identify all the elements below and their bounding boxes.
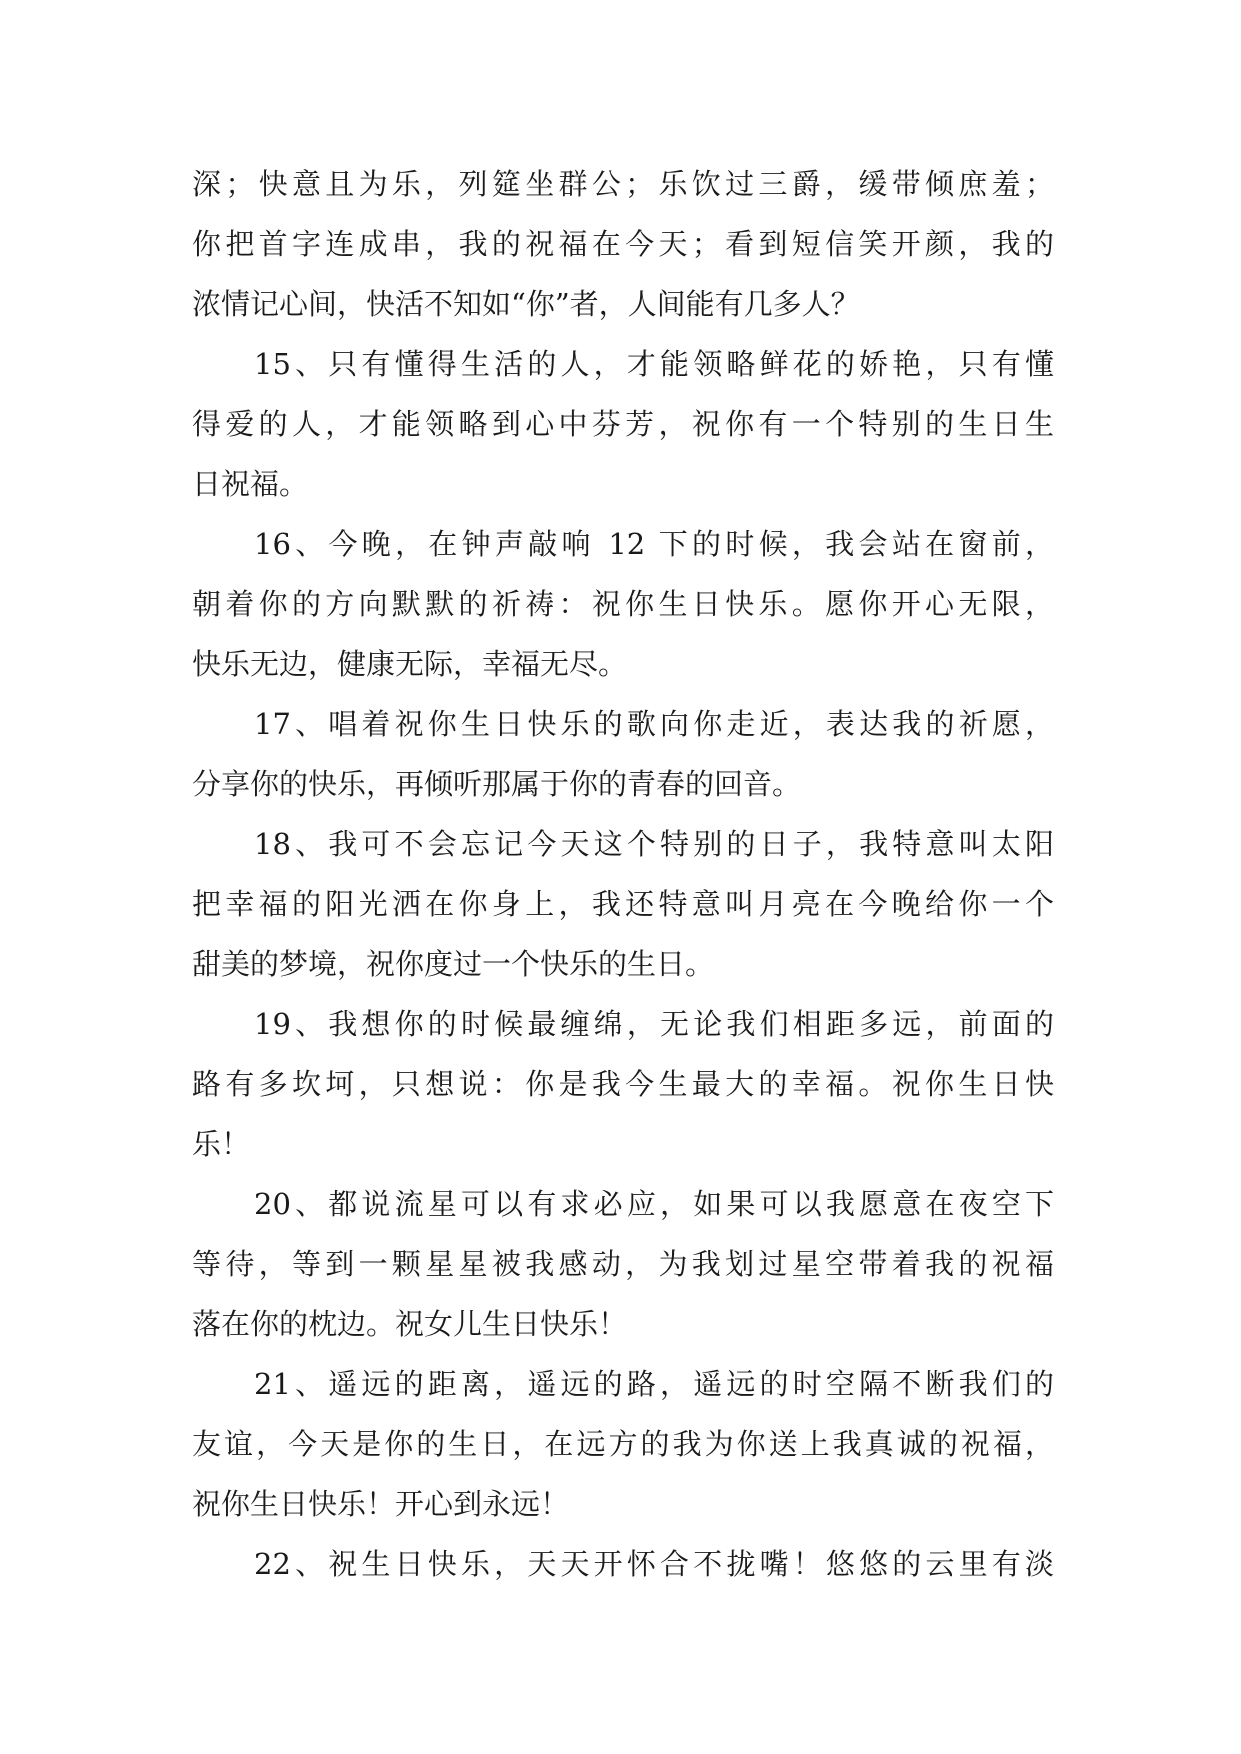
paragraph-22-line: 22、祝生日快乐，天天开怀合不拢嘴！悠悠的云里有淡 (254, 1547, 1054, 1581)
paragraph-17-line: 17、唱着祝你生日快乐的歌向你走近，表达我的祈愿， (254, 707, 1054, 741)
text-line: 路有多坎坷，只想说：你是我今生最大的幸福。祝你生日快 (192, 1067, 1054, 1101)
text-line: 甜美的梦境，祝你度过一个快乐的生日。 (192, 947, 715, 981)
text-line: 等待，等到一颗星星被我感动，为我划过星空带着我的祝福 (192, 1247, 1054, 1281)
paragraph-15-line: 15、只有懂得生活的人，才能领略鲜花的娇艳，只有懂 (254, 347, 1054, 381)
text-line: 把幸福的阳光洒在你身上，我还特意叫月亮在今晚给你一个 (192, 887, 1054, 921)
text-line: 你把首字连成串，我的祝福在今天；看到短信笑开颜，我的 (192, 227, 1054, 261)
text-line: 日祝福。 (192, 467, 309, 501)
paragraph-16-line: 16、今晚，在钟声敲响 12 下的时候，我会站在窗前， (254, 527, 1054, 561)
text-line: 朝着你的方向默默的祈祷：祝你生日快乐。愿你开心无限， (192, 587, 1054, 621)
paragraph-21-line: 21、遥远的距离，遥远的路，遥远的时空隔不断我们的 (254, 1367, 1054, 1401)
text-line: 浓情记心间，快活不知如“你”者，人间能有几多人？ (192, 287, 860, 321)
text-line: 祝你生日快乐！开心到永远！ (192, 1487, 570, 1521)
text-line: 得爱的人，才能领略到心中芬芳，祝你有一个特别的生日生 (192, 407, 1054, 441)
text-line: 友谊，今天是你的生日，在远方的我为你送上我真诚的祝福， (192, 1427, 1054, 1461)
text-line: 乐！ (192, 1127, 251, 1161)
paragraph-18-line: 18、我可不会忘记今天这个特别的日子，我特意叫太阳 (254, 827, 1054, 861)
paragraph-19-line: 19、我想你的时候最缠绵，无论我们相距多远，前面的 (254, 1007, 1054, 1041)
text-line: 落在你的枕边。祝女儿生日快乐！ (192, 1307, 628, 1341)
text-line: 分享你的快乐，再倾听那属于你的青春的回音。 (192, 767, 802, 801)
paragraph-20-line: 20、都说流星可以有求必应，如果可以我愿意在夜空下 (254, 1187, 1054, 1221)
text-line: 深；快意且为乐，列筵坐群公；乐饮过三爵，缓带倾庶羞； (192, 167, 1054, 201)
text-line: 快乐无边，健康无际，幸福无尽。 (192, 647, 628, 681)
